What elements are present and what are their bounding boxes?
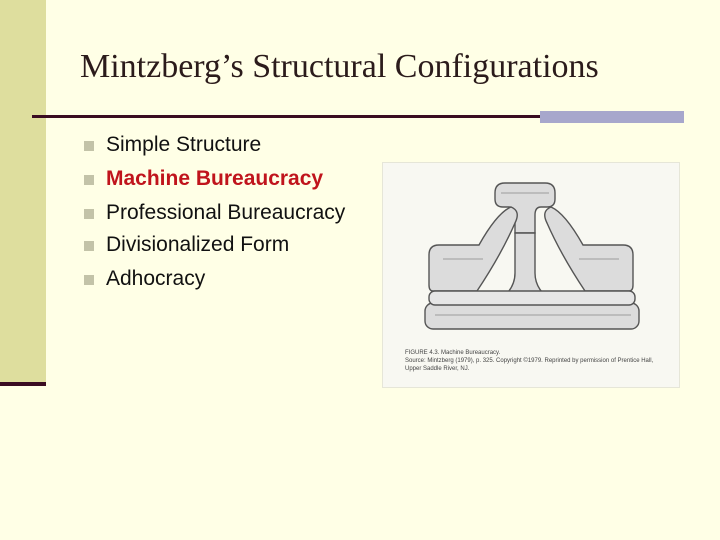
- bullet-label: Machine Bureaucracy: [106, 167, 324, 190]
- caption-line: Upper Saddle River, NJ.: [405, 366, 470, 372]
- square-bullet-icon: [84, 241, 94, 251]
- slide-title: Mintzberg’s Structural Configurations: [80, 48, 599, 85]
- title-divider-accent: [540, 111, 684, 123]
- square-bullet-icon: [84, 275, 94, 285]
- bullet-label: Simple Structure: [106, 133, 262, 156]
- square-bullet-icon: [84, 209, 94, 219]
- caption-line: FIGURE 4.3. Machine Bureaucracy.: [405, 350, 501, 356]
- bullet-item: [84, 265, 374, 293]
- bullet-item-active: [84, 165, 374, 193]
- bullet-label: Divisionalized Form: [106, 233, 290, 256]
- square-bullet-icon: [84, 175, 94, 185]
- operating-core-inner-shape: [429, 291, 635, 305]
- bullet-item: [84, 231, 374, 259]
- bullet-label: Adhocracy: [106, 267, 206, 290]
- left-accent-bar: [0, 0, 46, 382]
- bullet-list: [84, 131, 374, 299]
- bullet-item: [84, 131, 374, 159]
- operating-core-shape: [425, 303, 639, 329]
- technostructure-shape: [429, 207, 517, 291]
- square-bullet-icon: [84, 141, 94, 151]
- title-divider: [32, 115, 540, 118]
- figure-caption: [405, 349, 675, 373]
- bullet-label: Professional Bureaucracy: [106, 201, 346, 224]
- bullet-item: [84, 199, 374, 227]
- machine-bureaucracy-figure: [382, 162, 680, 388]
- support-staff-shape: [545, 207, 633, 291]
- caption-line: Source: Mintzberg (1979), p. 325. Copyright ©1979. Reprinted by permission of Prentice Hall,: [405, 358, 654, 364]
- left-accent-bar-foot: [0, 382, 46, 386]
